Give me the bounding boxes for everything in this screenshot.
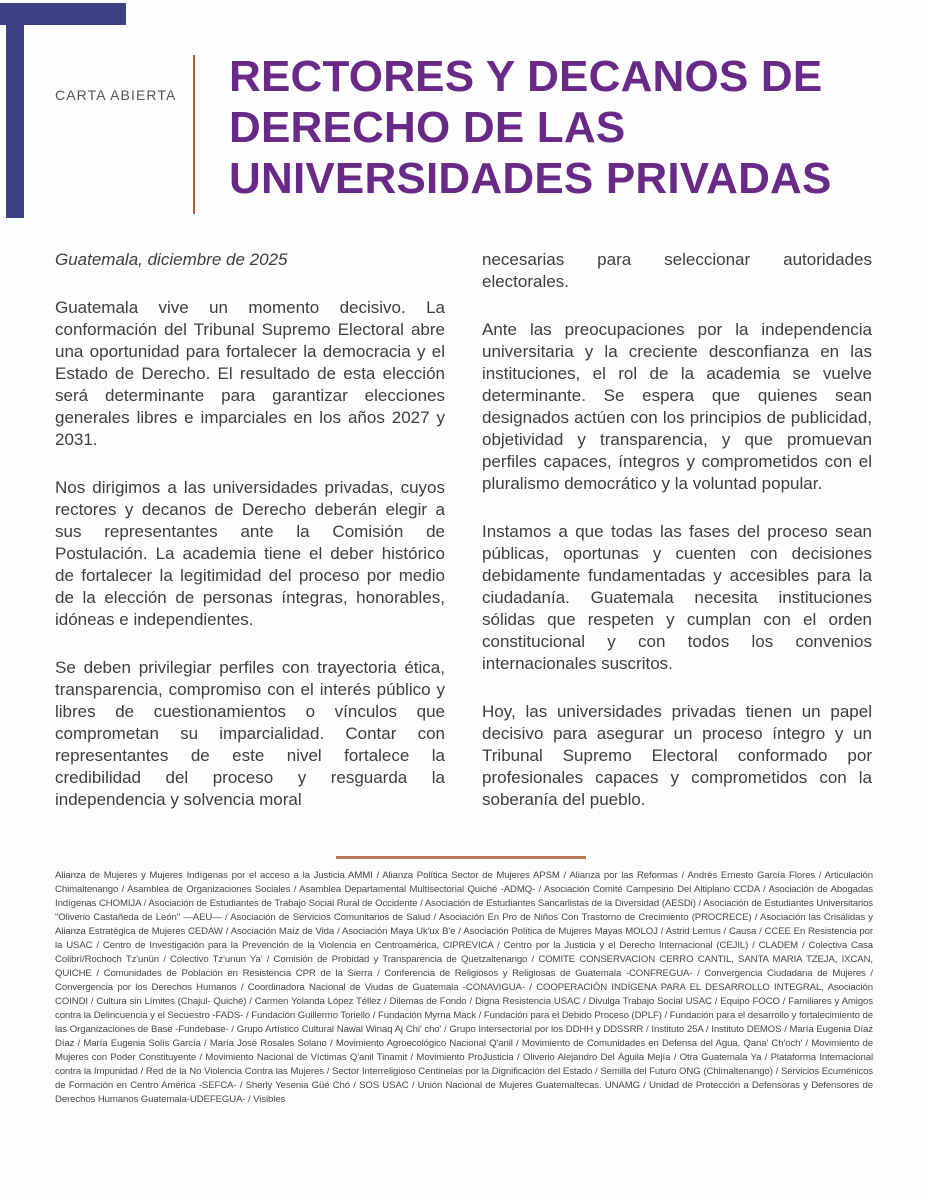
letter-paragraph: necesarias para seleccionar autoridades electorales. bbox=[482, 250, 872, 291]
page-title-line-1: RECTORES Y DECANOS DE bbox=[229, 52, 823, 101]
letter-paragraph: Guatemala vive un momento decisivo. La conformación del Tribunal Supremo Electoral abre una oportunidad para fortalecer la democracia y el Estado de Derecho. El resultado de esta elección será determinante para garantizar elecciones generales libres e imparciales en los años 2027 y 2031. bbox=[55, 298, 445, 449]
left-column bbox=[55, 249, 445, 837]
letter-paragraph: Ante las preocupaciones por la independencia universitaria y la creciente desconfianza en las instituciones, el rol de la academia se vuelve determinante. Se espera que quienes sean designados actúen con los principios de publicidad, objetividad y transparencia, y que promuevan perfiles capaces, íntegros y comprometidos con el pluralismo democrático y la voluntad popular. bbox=[482, 320, 872, 493]
letter-paragraph: Instamos a que todas las fases del proceso sean públicas, oportunas y cuenten con decisiones debidamente fundamentadas y accesibles para la ciudadanía. Guatemala necesita instituciones sólidas que respeten y cumplan con el orden constitucional y con todos los convenios internacionales suscritos. bbox=[482, 522, 872, 673]
dateline: Guatemala, diciembre de 2025 bbox=[55, 250, 288, 269]
signatories-text: Alianza de Mujeres y Mujeres Indígenas por el acceso a la Justicia AMMI / Alianza Política Sector de Mujeres APSM / Alianza por las Reformas / Andrés Ernesto García Flores / Articulación Chimaltenango / Asamblea de Organizaciones Sociales / Asamblea Departamental Multisectorial Quiché -ADMQ- / Asociación Comité Campesino Del Altiplano CCDA / Asociación de Abogadas Indígenas CHOMIJA / Asociación de Estudiantes de Trabajo Social Rural de Occidente / Asociación de Estudiantes Sancarlistas de la Diversidad (AESDi) / Asociación de Estudiantes Universitarios "Oliverio Castañeda de León" —AEU— / Asociación de Servicios Comunitarios de Salud / Asociación En Pro de Niños Con Trastorno de Crecimiento (PROCRECE) / Asociación las Crisálidas y Alianza Estratégica de Mujeres CEDAW / Asociación Maíz de Vida / Asociación Maya Uk'ux B'e / Asociación Política de Mujeres Mayas MOLOJ / Astrid Lemus / Causa / CCEE En Resistencia por la USAC / Centro de Investigación para la Prevención de la Violencia en Centroamérica, CIPREVICA / Centro por la Justicia y el Derecho Internacional (CEJIL) / CLADEM / Colectiva Casa Colibrí/Rochoch Tz'unün / Colectivo Tz'unun Ya' / Comisión de Probidad y Transparencia de Quetzaltenango / COMITE CONSERVACION CERRO CANTIL, SANTA MARIA TZEJA, IXCAN, QUICHE / Comunidades de Población en Resistencia CPR de la Sierra / Conferencia de Religiosos y Religiosas de Guatemala -CONFREGUA- / Convergencia Ciudadana de Mujeres / Convergencia por los Derechos Humanos / Coordinadora Nacional de Viudas de Guatemala -CONAVIGUA- / COOPERACIÓN INDÍGENA PARA EL DESARROLLO INTEGRAL, Asociación COINDI / Cultura sin Límites (Chajul- Quiché) / Carmen Yolanda López Téllez / Dilemas de Fondo / Digna Resistencia USAC / Divulga Trabajo Social USAC / Equipo FOCO / Familiares y Amigos contra la Delincuencia y el Secuestro -FADS- / Fundación Guillermo Toriello / Fundación Myrna Mack / Fundación para el Debido Proceso (DPLF) / Fundación para el desarrollo y fortalecimiento de las Organizaciones de Base -Fundebase- / Grupo Artístico Cultural Nawal Winaq Aj Chi' cho' / Grupo Intersectorial por los DDHH y DDSSRR / Instituto 25A / Instituto DEMOS / María Eugenia Díaz Díaz / María Eugenia Solís García / María José Rosales Solano / Movimiento Agroecológico Nacional Q'anil / Movimiento de Comunidades en Defensa del Agua, Qana' Ch'och' / Movimiento de Mujeres con Poder Constituyente / Movimiento Nacional de Víctimas Q'anil Tinamit / Movimiento ProJusticia / Oliverio Alejandro Del Águila Mejía / Otra Guatemala Ya / Plataforma Internacional contra la Impunidad / Red de la No Violencia Contra las Mujeres / Sector Interreligioso Centinelas por la Dignificación del Estado / Semilla del Futuro ONG (Chimaltenango) / Servicios Ecuménicos de Formación en Centro América -SEFCA- / Sherly Yesenia Güé Chó / SOS USAC / Unión Nacional de Mujeres Guatemaltecas. UNAMG / Unidad de Protección a Defensoras y Defensores de Derechos Humanos Guatemala-UDEFEGUA- / Visibles bbox=[55, 870, 873, 1105]
page-title bbox=[229, 51, 869, 204]
right-column bbox=[482, 249, 872, 837]
letter-body bbox=[55, 249, 872, 837]
letter-paragraph: Se deben privilegiar perfiles con trayectoria ética, transparencia, compromiso con el interés público y libres de cuestionamientos o vínculos que comprometan su imparcialidad. Contar con representantes de este nivel fortalece la credibilidad del proceso y resguarda la independencia y solvencia moral bbox=[55, 658, 445, 809]
title-divider-rule bbox=[193, 55, 195, 214]
letter-paragraph: Hoy, las universidades privadas tienen un papel decisivo para asegurar un proceso íntegro y un Tribunal Supremo Electoral conformado por profesionales capaces y comprometidos con la soberanía del pueblo. bbox=[482, 702, 872, 809]
letter-paragraph: Nos dirigimos a las universidades privadas, cuyos rectores y decanos de Derecho deberán elegir a sus representantes ante la Comisión de Postulación. La academia tiene el deber histórico de fortalecer la legitimidad del proceso por medio de la elección de personas íntegras, honorables, idóneas e independientes. bbox=[55, 478, 445, 629]
page-title-line-3: UNIVERSIDADES PRIVADAS bbox=[229, 154, 832, 203]
page-title-line-2: DERECHO DE LAS bbox=[229, 103, 626, 152]
signatories-divider bbox=[336, 856, 586, 859]
kicker-label: CARTA ABIERTA bbox=[55, 87, 177, 103]
corner-accent-vertical bbox=[6, 3, 24, 218]
